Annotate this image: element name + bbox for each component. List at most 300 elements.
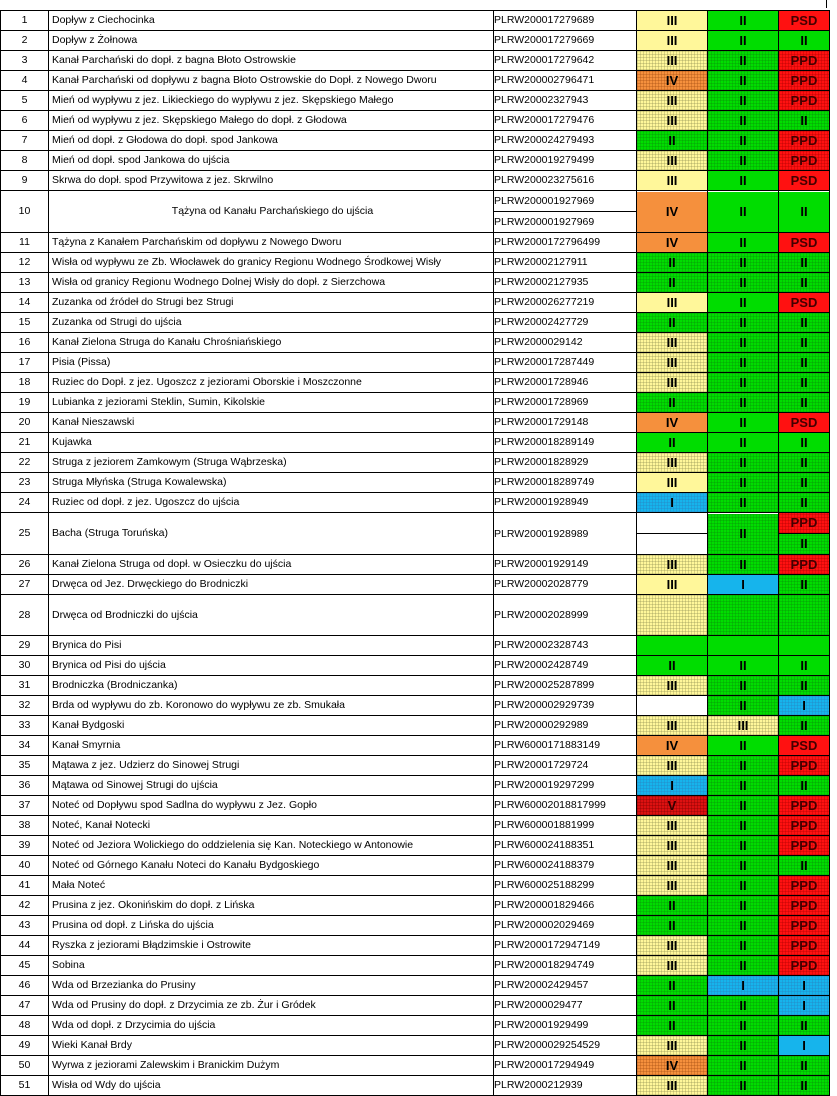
code-value: PLRW20001728969 (494, 396, 589, 408)
water-body-name: Drwęca od Brodniczki do ujścia (49, 595, 494, 636)
water-body-code (494, 595, 637, 636)
row-number: 24 (1, 493, 49, 513)
code-value: PLRW200019297299 (494, 779, 595, 791)
class-value: PPD (779, 896, 829, 915)
class-column-2 (708, 233, 779, 253)
class-value: III (637, 575, 707, 594)
water-body-name: Lubianka z jeziorami Steklin, Sumin, Kikolskie (49, 393, 494, 413)
water-body-name: Dopływ z Ciechocinka (49, 11, 494, 31)
row-number: 19 (1, 393, 49, 413)
table-row (1, 956, 830, 976)
code-value: PLRW20001828929 (494, 456, 589, 468)
row-number: 3 (1, 51, 49, 71)
water-body-code (494, 816, 637, 836)
class-column-2 (708, 353, 779, 373)
class-value: II (637, 313, 707, 332)
class-column-1 (637, 1036, 708, 1056)
water-body-code (494, 996, 637, 1016)
class-value: III (637, 373, 707, 392)
table-row (1, 353, 830, 373)
row-number: 2 (1, 31, 49, 51)
class-column-2 (708, 91, 779, 111)
water-body-name: Kanał Zielona Struga od dopł. w Osieczku do ujścia (49, 555, 494, 575)
class-value: IV (637, 1056, 707, 1075)
water-body-code (494, 191, 637, 233)
class-value: II (779, 473, 829, 492)
class-column-2 (708, 996, 779, 1016)
row-number: 14 (1, 293, 49, 313)
class-column-1 (637, 796, 708, 816)
water-body-name: Skrwa do dopł. spod Przywitowa z jez. Skrwilno (49, 171, 494, 191)
water-body-code (494, 293, 637, 313)
status-column (779, 656, 830, 676)
water-body-name: Kanał Nieszawski (49, 413, 494, 433)
class-value: PPD (779, 956, 829, 975)
class-column-1 (637, 976, 708, 996)
table-row (1, 676, 830, 696)
row-number: 51 (1, 1076, 49, 1096)
class-value: II (708, 676, 778, 695)
status-column (779, 233, 830, 253)
water-body-code (494, 151, 637, 171)
code-value: PLRW20001729148 (494, 416, 589, 428)
code-value: PLRW20001728946 (494, 376, 589, 388)
row-number: 32 (1, 696, 49, 716)
class-column-2 (708, 393, 779, 413)
class-column-2 (708, 896, 779, 916)
class-column-2 (708, 636, 779, 656)
status-column (779, 131, 830, 151)
table-row (1, 595, 830, 636)
status-column (779, 956, 830, 976)
water-body-code (494, 393, 637, 413)
water-body-code (494, 233, 637, 253)
water-body-name: Noteć, Kanał Notecki (49, 816, 494, 836)
class-value: PPD (779, 816, 829, 835)
water-body-name: Dopływ z Żołnowa (49, 31, 494, 51)
code-value: PLRW20001729724 (494, 759, 589, 771)
row-number: 27 (1, 575, 49, 595)
class-value: III (637, 31, 707, 50)
water-body-name: Kanał Parchański do dopł. z bagna Błoto Ostrowskie (49, 51, 494, 71)
class-value: III (637, 11, 707, 30)
class-value: III (637, 716, 707, 735)
class-column-2 (708, 575, 779, 595)
class-column-2 (708, 71, 779, 91)
table-row (1, 856, 830, 876)
class-column-1 (637, 253, 708, 273)
status-column (779, 11, 830, 31)
class-value: II (779, 393, 829, 412)
class-column-2 (708, 696, 779, 716)
class-value: II (779, 533, 829, 554)
row-number: 20 (1, 413, 49, 433)
row-number: 37 (1, 796, 49, 816)
water-body-name: Wda od Brzezianka do Prusiny (49, 976, 494, 996)
status-column (779, 111, 830, 131)
table-row (1, 31, 830, 51)
row-number: 21 (1, 433, 49, 453)
class-value: PSD (779, 233, 829, 252)
class-value: IV (637, 192, 707, 232)
class-value: PSD (779, 293, 829, 312)
status-column (779, 636, 830, 656)
water-body-name: Drwęca od Jez. Drwęckiego do Brodniczki (49, 575, 494, 595)
class-column-1 (637, 736, 708, 756)
status-column (779, 333, 830, 353)
class-value: III (637, 473, 707, 492)
status-column (779, 996, 830, 1016)
class-value: II (708, 453, 778, 472)
class-column-1 (637, 433, 708, 453)
table-row (1, 191, 830, 233)
class-column-2 (708, 1016, 779, 1036)
row-number: 15 (1, 313, 49, 333)
class-value: PPD (779, 916, 829, 935)
code-value: PLRW200017287449 (494, 356, 595, 368)
water-body-name: Tążyna z Kanałem Parchańskim od dopływu z Nowego Dworu (49, 233, 494, 253)
status-column (779, 433, 830, 453)
class-column-1 (637, 71, 708, 91)
class-column-1 (637, 91, 708, 111)
class-value: II (708, 171, 778, 190)
class-column-1 (637, 373, 708, 393)
class-column-2 (708, 756, 779, 776)
class-value: PPD (779, 555, 829, 574)
code-value: PLRW200017279642 (494, 54, 595, 66)
class-column-1 (637, 51, 708, 71)
water-body-code (494, 1076, 637, 1096)
water-body-name: Mień od wypływu z jez. Skępskiego Małego do dopł. z Głodowa (49, 111, 494, 131)
class-column-1 (637, 776, 708, 796)
water-body-code (494, 876, 637, 896)
status-column (779, 856, 830, 876)
status-column (779, 91, 830, 111)
code-value: PLRW200017279689 (494, 14, 595, 26)
code-value: PLRW200018289749 (494, 476, 595, 488)
class-column-2 (708, 413, 779, 433)
table-row (1, 293, 830, 313)
row-number: 6 (1, 111, 49, 131)
water-body-name: Kanał Zielona Struga do Kanału Chrośniańskiego (49, 333, 494, 353)
status-column (779, 151, 830, 171)
class-column-1 (637, 111, 708, 131)
water-body-name: Mień od dopł. z Głodowa do dopł. spod Jankowa (49, 131, 494, 151)
table-row (1, 493, 830, 513)
water-body-name: Brynica do Pisi (49, 636, 494, 656)
class-value: II (637, 996, 707, 1015)
code-value: PLRW200025287899 (494, 679, 595, 691)
class-value (779, 636, 829, 655)
row-number: 17 (1, 353, 49, 373)
class-value: I (779, 996, 829, 1015)
water-body-name: Mała Noteć (49, 876, 494, 896)
class-value: II (779, 353, 829, 372)
class-column-2 (708, 131, 779, 151)
row-number: 38 (1, 816, 49, 836)
water-body-code (494, 433, 637, 453)
class-column-1 (637, 1056, 708, 1076)
class-column-1 (637, 293, 708, 313)
status-column (779, 896, 830, 916)
class-value: II (708, 51, 778, 70)
class-value: II (708, 936, 778, 955)
class-column-1 (637, 896, 708, 916)
class-column-1 (637, 1076, 708, 1096)
class-value: II (779, 656, 829, 675)
water-body-code (494, 453, 637, 473)
code-value: PLRW600024188379 (494, 859, 595, 871)
table-row (1, 373, 830, 393)
class-value: II (708, 1036, 778, 1055)
class-value: II (779, 716, 829, 735)
table-row (1, 876, 830, 896)
water-body-code (494, 1036, 637, 1056)
status-column (779, 1016, 830, 1036)
class-column-2 (708, 191, 779, 233)
class-value: II (637, 1016, 707, 1035)
class-value: II (779, 453, 829, 472)
class-value: II (637, 656, 707, 675)
class-value: PPD (779, 756, 829, 775)
status-column (779, 936, 830, 956)
class-column-1 (637, 11, 708, 31)
class-value: I (708, 575, 778, 594)
class-value: II (708, 1016, 778, 1035)
water-body-name: Wieki Kanał Brdy (49, 1036, 494, 1056)
class-value: II (708, 31, 778, 50)
status-column (779, 676, 830, 696)
table-row (1, 936, 830, 956)
table-row (1, 736, 830, 756)
class-value: PSD (779, 171, 829, 190)
class-value: II (708, 473, 778, 492)
water-body-name: Struga Młyńska (Struga Kowalewska) (49, 473, 494, 493)
water-body-code (494, 916, 637, 936)
class-column-1 (637, 856, 708, 876)
class-value: II (779, 776, 829, 795)
table-row (1, 716, 830, 736)
row-number: 45 (1, 956, 49, 976)
class-value: III (637, 1036, 707, 1055)
table-row (1, 131, 830, 151)
table-row (1, 555, 830, 575)
table-row (1, 656, 830, 676)
class-value: III (637, 293, 707, 312)
class-column-1 (637, 636, 708, 656)
class-value: II (708, 393, 778, 412)
table-row (1, 696, 830, 716)
class-value: II (708, 696, 778, 715)
class-value: II (708, 816, 778, 835)
class-column-1 (637, 936, 708, 956)
code-value: PLRW600025188299 (494, 879, 595, 891)
water-body-name: Mień od wypływu z jez. Likieckiego do wypływu z jez. Skępskiego Małego (49, 91, 494, 111)
class-value: II (708, 796, 778, 815)
code-value: PLRW60002018817999 (494, 799, 606, 811)
code-value: PLRW6000171883149 (494, 739, 601, 751)
class-value: III (637, 171, 707, 190)
row-number: 42 (1, 896, 49, 916)
status-column (779, 253, 830, 273)
row-number: 50 (1, 1056, 49, 1076)
water-body-code (494, 333, 637, 353)
water-body-code (494, 796, 637, 816)
class-value: III (637, 856, 707, 875)
water-body-name: Ryszka z jeziorami Błądzimskie i Ostrowite (49, 936, 494, 956)
code-value: PLRW200024279493 (494, 134, 595, 146)
table-row (1, 796, 830, 816)
status-column (779, 796, 830, 816)
status-column (779, 273, 830, 293)
code-value: PLRW2000212939 (494, 1079, 583, 1091)
row-number: 34 (1, 736, 49, 756)
code-value: PLRW200002796471 (494, 74, 595, 86)
water-body-name: Ruziec do Dopł. z jez. Ugoszcz z jeziorami Oborskie i Moszczonne (49, 373, 494, 393)
class-value: III (637, 51, 707, 70)
water-bodies-table (0, 10, 830, 1096)
class-column-2 (708, 956, 779, 976)
class-value: II (708, 1056, 778, 1075)
class-value: PPD (779, 936, 829, 955)
class-value: II (708, 71, 778, 90)
water-body-code (494, 736, 637, 756)
class-value: II (708, 273, 778, 292)
row-number: 5 (1, 91, 49, 111)
class-column-1 (637, 493, 708, 513)
class-value (708, 595, 778, 635)
status-column (779, 756, 830, 776)
class-column-1 (637, 575, 708, 595)
class-value (708, 636, 778, 655)
water-body-code (494, 353, 637, 373)
status-column (779, 716, 830, 736)
code-value: PLRW20001929499 (494, 1019, 589, 1031)
class-value: II (637, 393, 707, 412)
water-body-name: Noteć od Dopływu spod Sadlna do wypływu z Jez. Gopło (49, 796, 494, 816)
water-body-code (494, 956, 637, 976)
row-number: 8 (1, 151, 49, 171)
class-column-1 (637, 996, 708, 1016)
water-body-name: Prusina z jez. Okonińskim do dopł. z Lińska (49, 896, 494, 916)
table-row (1, 575, 830, 595)
class-value: III (708, 716, 778, 735)
water-body-code (494, 493, 637, 513)
water-body-code (494, 936, 637, 956)
class-value: II (708, 353, 778, 372)
row-number: 44 (1, 936, 49, 956)
class-value: II (708, 736, 778, 755)
class-value: PPD (779, 836, 829, 855)
code-value: PLRW20002429457 (494, 979, 589, 991)
class-value: II (708, 656, 778, 675)
code-value: PLRW20002028779 (494, 578, 589, 590)
row-number: 4 (1, 71, 49, 91)
class-column-1 (637, 233, 708, 253)
class-value: II (708, 333, 778, 352)
code-value: PLRW2000172796499 (494, 236, 601, 248)
class-column-1 (637, 816, 708, 836)
code-value: PLRW20002028999 (494, 609, 589, 621)
row-number: 49 (1, 1036, 49, 1056)
status-column (779, 171, 830, 191)
class-column-1 (637, 836, 708, 856)
row-number: 23 (1, 473, 49, 493)
class-column-2 (708, 656, 779, 676)
status-column (779, 976, 830, 996)
water-body-name: Kujawka (49, 433, 494, 453)
row-number: 35 (1, 756, 49, 776)
water-body-code (494, 776, 637, 796)
table-row (1, 393, 830, 413)
class-value: II (779, 1016, 829, 1035)
class-value: PSD (779, 11, 829, 30)
code-value: PLRW20002427729 (494, 316, 589, 328)
row-number: 41 (1, 876, 49, 896)
water-body-name: Wda od Prusiny do dopł. z Drzycimia ze zb. Żur i Gródek (49, 996, 494, 1016)
class-value: III (637, 1076, 707, 1095)
status-column (779, 353, 830, 373)
code-value: PLRW200001927969 (494, 195, 595, 207)
row-number: 11 (1, 233, 49, 253)
class-column-2 (708, 676, 779, 696)
table-row (1, 1036, 830, 1056)
class-value: II (779, 1056, 829, 1075)
water-body-name: Wyrwa z jeziorami Zalewskim i Branickim Dużym (49, 1056, 494, 1076)
class-value: II (779, 373, 829, 392)
water-body-name: Mątawa z jez. Udzierz do Sinowej Strugi (49, 756, 494, 776)
water-body-code (494, 91, 637, 111)
water-body-code (494, 636, 637, 656)
class-value: I (779, 1036, 829, 1055)
code-value: PLRW20002328743 (494, 639, 589, 651)
code-value: PLRW600001881999 (494, 819, 595, 831)
class-column-2 (708, 493, 779, 513)
status-column (779, 1036, 830, 1056)
code-value: PLRW20001928949 (494, 496, 589, 508)
water-body-name: Mień od dopł. spod Jankowa do ujścia (49, 151, 494, 171)
class-column-2 (708, 273, 779, 293)
class-value: II (779, 1076, 829, 1095)
class-value: II (708, 493, 778, 512)
class-column-1 (637, 393, 708, 413)
class-value: IV (637, 413, 707, 432)
code-value: PLRW200017294949 (494, 1059, 595, 1071)
class-column-1 (637, 413, 708, 433)
class-value: II (708, 253, 778, 272)
status-column (779, 836, 830, 856)
water-body-code (494, 896, 637, 916)
status-column (779, 393, 830, 413)
row-number: 7 (1, 131, 49, 151)
water-body-code (494, 171, 637, 191)
class-value: III (637, 816, 707, 835)
class-value: II (708, 555, 778, 574)
class-value: I (637, 493, 707, 512)
row-number: 46 (1, 976, 49, 996)
table-row (1, 111, 830, 131)
class-value: II (708, 876, 778, 895)
class-column-2 (708, 1076, 779, 1096)
table-row (1, 976, 830, 996)
class-value: II (637, 433, 707, 452)
code-value: PLRW200018294749 (494, 959, 595, 971)
table-row (1, 453, 830, 473)
class-column-2 (708, 976, 779, 996)
row-number: 1 (1, 11, 49, 31)
status-column (779, 736, 830, 756)
class-column-2 (708, 555, 779, 575)
